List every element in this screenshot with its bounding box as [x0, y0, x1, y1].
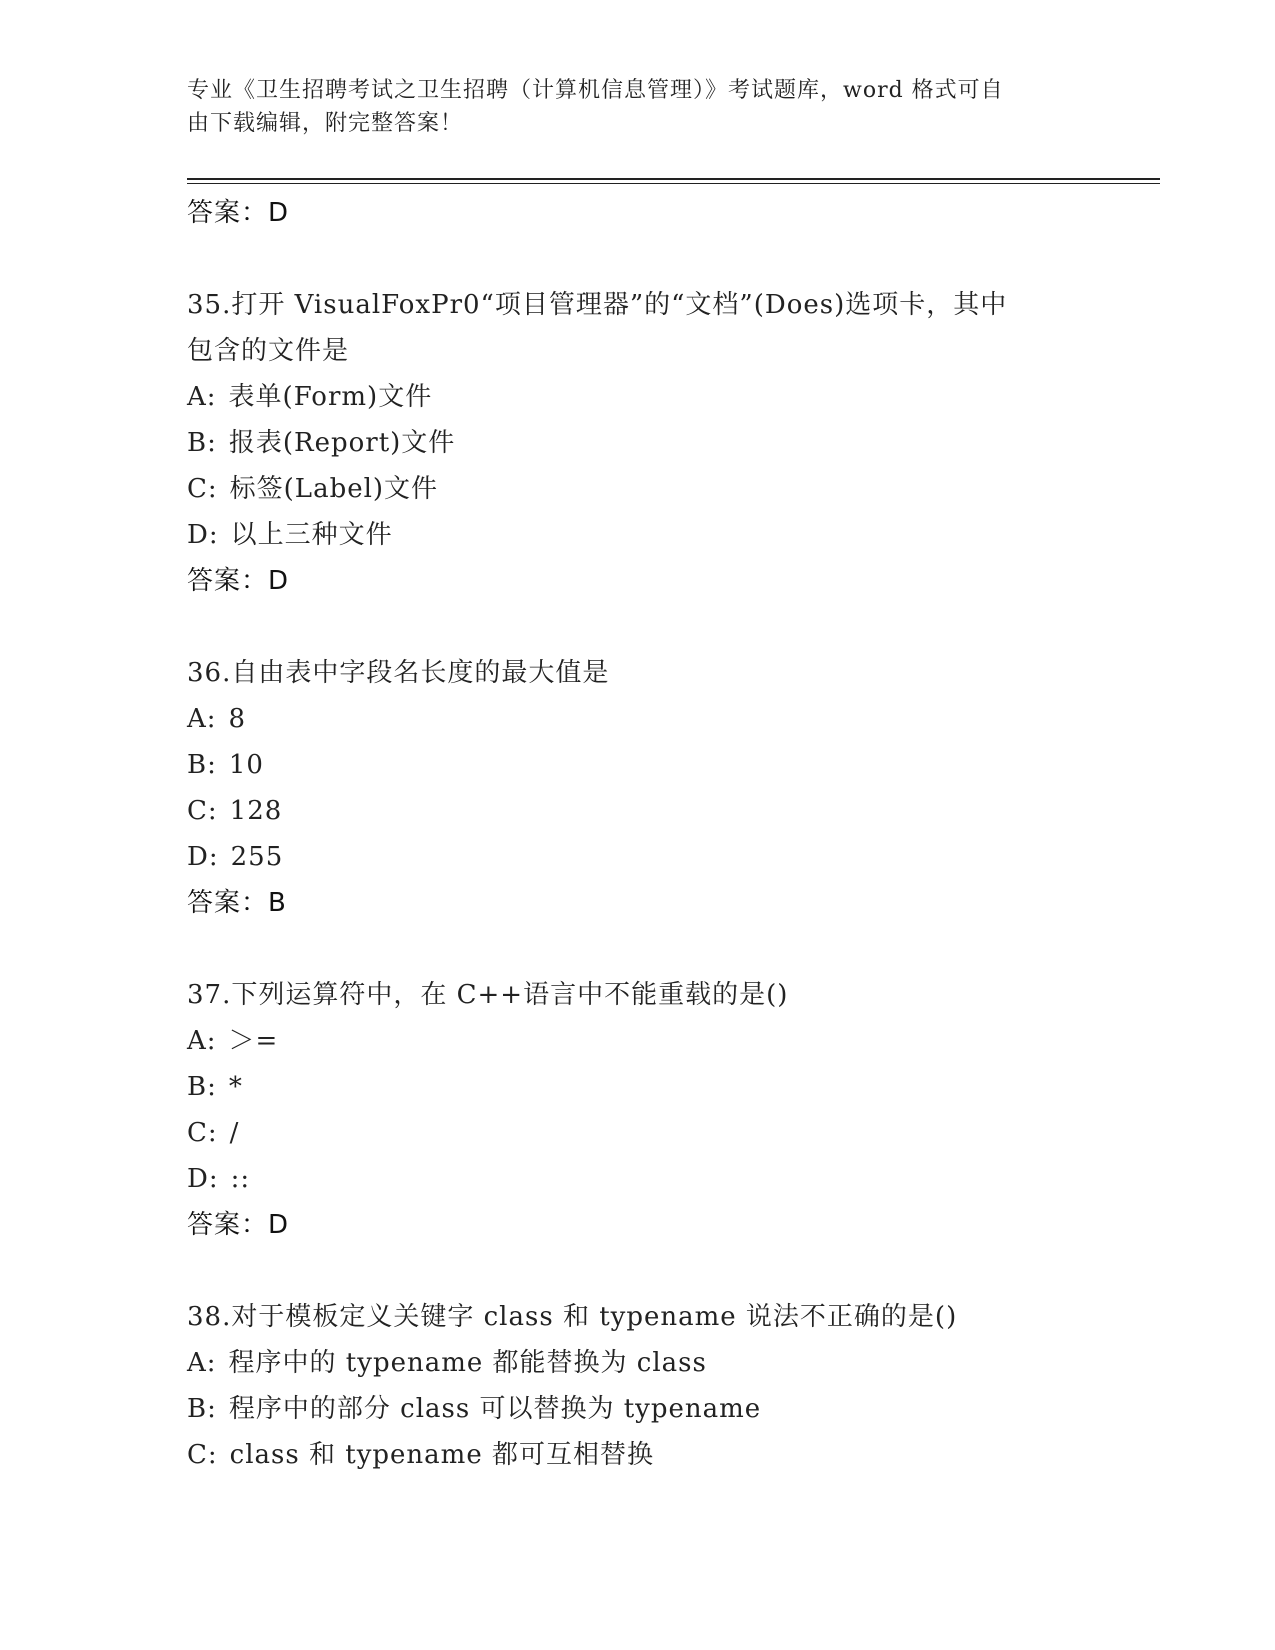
option-key: D:	[187, 520, 219, 550]
question-block	[187, 282, 1107, 604]
option-text: 表单(Form)文件	[228, 382, 433, 412]
option-item	[187, 1018, 1107, 1064]
header-divider-thin	[187, 183, 1160, 184]
option-item	[187, 742, 1107, 788]
option-key: B:	[187, 750, 217, 780]
question-stem: 包含的文件是	[187, 336, 350, 366]
option-item	[187, 788, 1107, 834]
option-text: 程序中的部分 class 可以替换为 typename	[228, 1394, 762, 1424]
option-key: C:	[187, 1118, 218, 1148]
question-list	[187, 190, 1107, 1478]
answer-line: 答案：D	[187, 566, 290, 596]
option-text: ＞=	[228, 1026, 279, 1056]
header-line-2: 由下载编辑，附完整答案！	[187, 111, 464, 136]
answer-line: 答案：D	[187, 198, 290, 228]
option-text: /	[229, 1118, 240, 1148]
option-key: C:	[187, 474, 218, 504]
option-item	[187, 420, 1107, 466]
option-item	[187, 512, 1107, 558]
answer-line: 答案：D	[187, 1210, 290, 1240]
option-item	[187, 1340, 1107, 1386]
option-item	[187, 1110, 1107, 1156]
option-key: C:	[187, 1440, 218, 1470]
option-key: B:	[187, 1394, 217, 1424]
spacer	[187, 926, 1107, 972]
spacer	[187, 236, 1107, 282]
option-item	[187, 1432, 1107, 1478]
option-item	[187, 374, 1107, 420]
question-stem: 37.下列运算符中，在 C++语言中不能重载的是()	[187, 980, 789, 1010]
option-item	[187, 1386, 1107, 1432]
option-key: A:	[187, 704, 217, 734]
option-key: A:	[187, 1348, 217, 1378]
header-line-1: 专业《卫生招聘考试之卫生招聘（计算机信息管理）》考试题库，word 格式可自	[187, 78, 1004, 103]
option-item	[187, 1156, 1107, 1202]
option-key: A:	[187, 1026, 217, 1056]
question-stem: 36.自由表中字段名长度的最大值是	[187, 658, 610, 688]
header-divider-thick	[187, 178, 1160, 180]
option-text: 报表(Report)文件	[228, 428, 456, 458]
question-block	[187, 972, 1107, 1248]
question-block	[187, 1294, 1107, 1478]
question-block	[187, 650, 1107, 926]
option-key: B:	[187, 428, 217, 458]
option-text: 以上三种文件	[230, 520, 393, 550]
option-text: 128	[229, 796, 283, 826]
option-item	[187, 1064, 1107, 1110]
option-text: 标签(Label)文件	[229, 474, 439, 504]
option-text: 程序中的 typename 都能替换为 class	[228, 1348, 707, 1378]
option-key: D:	[187, 1164, 219, 1194]
spacer	[187, 1248, 1107, 1294]
option-text: class 和 typename 都可互相替换	[229, 1440, 654, 1470]
option-text: 8	[228, 704, 247, 734]
option-text: ::	[230, 1164, 251, 1194]
option-key: C:	[187, 796, 218, 826]
option-text: 255	[230, 842, 284, 872]
option-key: D:	[187, 842, 219, 872]
answer-line: 答案：B	[187, 888, 287, 918]
question-stem: 38.对于模板定义关键字 class 和 typename 说法不正确的是()	[187, 1302, 958, 1332]
option-item	[187, 834, 1107, 880]
spacer	[187, 604, 1107, 650]
option-key: A:	[187, 382, 217, 412]
document-header	[187, 74, 1067, 140]
option-text: *	[228, 1072, 243, 1102]
question-stem: 35.打开 VisualFoxPr0“项目管理器”的“文档”(Does)选项卡，其中	[187, 290, 1008, 320]
option-text: 10	[228, 750, 264, 780]
option-item	[187, 466, 1107, 512]
option-item	[187, 696, 1107, 742]
option-key: B:	[187, 1072, 217, 1102]
